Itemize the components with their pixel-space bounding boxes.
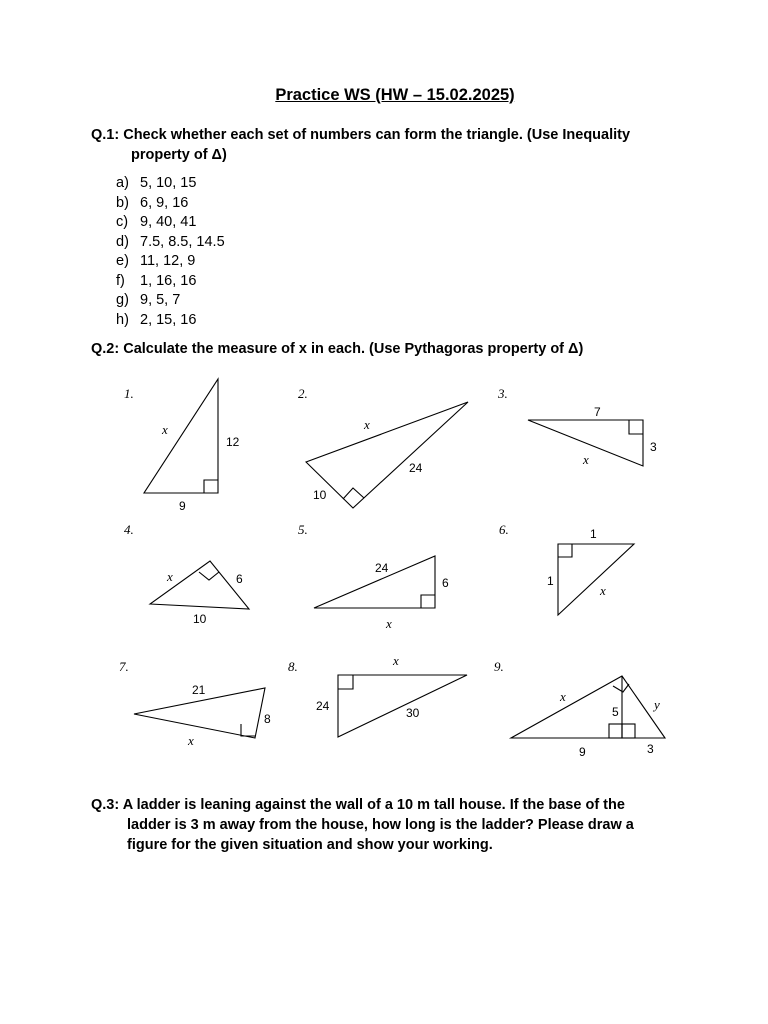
side-label: 8 <box>264 712 271 726</box>
side-label-x: x <box>188 733 194 748</box>
option-text: 1, 16, 16 <box>140 272 197 289</box>
side-label: 6 <box>442 576 449 590</box>
side-label-x: x <box>386 616 392 631</box>
figure-number: 1. <box>124 386 134 401</box>
option-text: 9, 40, 41 <box>140 214 197 230</box>
option-text: 6, 9, 16 <box>140 194 189 211</box>
side-label: 7 <box>594 405 601 419</box>
triangle-figure-6 <box>558 544 634 615</box>
option-letter: a) <box>116 175 129 191</box>
side-label: 9 <box>579 745 586 759</box>
side-label: 30 <box>406 706 420 720</box>
option-letter: h) <box>116 311 129 328</box>
side-label: 5 <box>612 705 619 719</box>
side-label: 10 <box>313 488 327 502</box>
option-text: 7.5, 8.5, 14.5 <box>140 233 225 250</box>
figure-number: 5. <box>298 522 308 537</box>
side-label: 1 <box>547 574 554 588</box>
side-label-x: x <box>393 653 399 668</box>
triangle-figure-1 <box>144 379 218 493</box>
question-2-text: Q.2: Calculate the measure of x in each. (Use Pythagoras property of Δ) <box>91 341 584 357</box>
triangle-figure-4 <box>150 561 249 609</box>
figure-number: 3. <box>498 386 508 401</box>
side-label: 3 <box>650 440 657 454</box>
option-letter: c) <box>116 214 129 230</box>
option-text: 9, 5, 7 <box>140 292 181 308</box>
question-1-text-line1: Q.1: Check whether each set of numbers can form the triangle. (Use Inequality <box>91 127 631 143</box>
triangle-figure-8 <box>338 675 467 737</box>
page-title: Practice WS (HW – 15.02.2025) <box>275 86 515 104</box>
figure-number: 2. <box>298 386 308 401</box>
side-label: 6 <box>236 572 243 586</box>
question-3-text-line3: figure for the given situation and show your working. <box>127 837 493 853</box>
side-label-x: x <box>560 689 566 704</box>
side-label: 3 <box>647 742 654 756</box>
option-letter: b) <box>116 194 129 211</box>
question-3-text-line1: Q.3: A ladder is leaning against the wall of a 10 m tall house. If the base of the <box>91 797 625 813</box>
option-text: 2, 15, 16 <box>140 311 197 328</box>
triangle-figure-9 <box>511 676 665 738</box>
option-letter: e) <box>116 253 129 269</box>
question-3 <box>91 795 691 855</box>
figure-number: 4. <box>124 522 134 537</box>
figure-number: 6. <box>499 522 509 537</box>
side-label-x: x <box>167 569 173 584</box>
option-letter: f) <box>116 272 125 289</box>
side-label-y: y <box>654 697 660 712</box>
figure-number: 9. <box>494 659 504 674</box>
option-text: 5, 10, 15 <box>140 175 197 191</box>
side-label: 10 <box>193 612 207 626</box>
side-label: 9 <box>179 499 186 513</box>
side-label: 24 <box>375 561 389 575</box>
question-3-text-line2: ladder is 3 m away from the house, how long is the ladder? Please draw a <box>127 817 634 833</box>
option-letter: d) <box>116 233 129 250</box>
side-label: 24 <box>409 461 423 475</box>
figure-number: 8. <box>288 659 298 674</box>
figure-number: 7. <box>119 659 129 674</box>
question-1-text-line2: property of Δ) <box>131 147 227 163</box>
triangle-figure-2 <box>306 402 468 508</box>
side-label: 12 <box>226 435 240 449</box>
side-label-x: x <box>162 422 168 437</box>
option-letter: g) <box>116 292 129 308</box>
side-label: 1 <box>590 527 597 541</box>
side-label: 21 <box>192 683 206 697</box>
side-label: 24 <box>316 699 330 713</box>
side-label-x: x <box>583 452 589 467</box>
side-label-x: x <box>364 417 370 432</box>
option-text: 11, 12, 9 <box>140 253 196 269</box>
side-label-x: x <box>600 583 606 598</box>
